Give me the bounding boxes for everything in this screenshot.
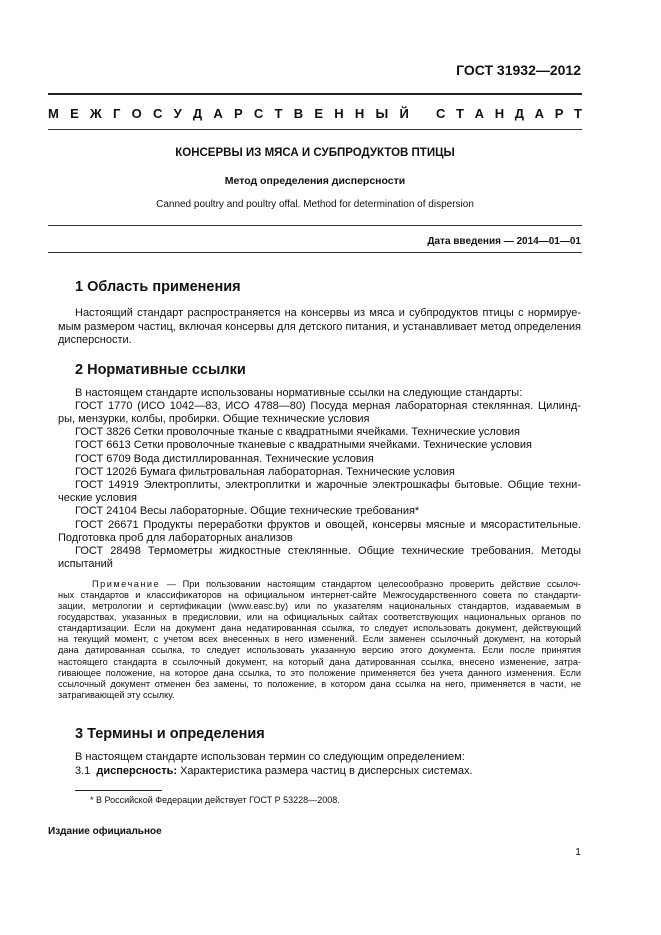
banner-letter: Й [399, 106, 409, 121]
section-3-heading: 3 Термины и определения [75, 726, 265, 742]
banner-letter: А [534, 106, 545, 121]
banner-letter: М [48, 106, 59, 121]
date-rule [48, 252, 582, 253]
banner-letter: Е [314, 106, 324, 121]
note-line: дана датированная ссылка, то следует использовать указанную версию этого документа. Если после принятия [58, 645, 581, 656]
page-number: 1 [575, 846, 581, 858]
reference-line: ГОСТ 3826 Сетки проволочные тканые с квадратными ячейками. Технические условия [75, 426, 520, 438]
reference-line: В настоящем стандарте использованы нормативные ссылки на следующие стандарты: [75, 387, 523, 399]
banner-letter: А [213, 106, 223, 121]
note-line: ных стандартов и классификаторов на официальном интернет-сайте Межгосударственного совета по стандарти- [58, 590, 581, 600]
banner-letter: Т [456, 106, 464, 121]
reference-line: Подготовка проб для лабораторных анализов [58, 532, 293, 544]
term-name: дисперсность: [96, 765, 178, 777]
banner-letter: Т [274, 106, 283, 121]
banner-letter: А [474, 106, 485, 121]
reference-line: испытаний [58, 558, 113, 570]
banner-letter: С [436, 106, 446, 121]
reference-line: ГОСТ 24104 Весы лабораторные. Общие технические требования* [75, 505, 420, 517]
reference-line: ГОСТ 12026 Бумага фильтровальная лабораторная. Технические условия [75, 466, 455, 478]
note-line: затрагивающей эту ссылку. [58, 689, 175, 700]
interstate-word [48, 106, 409, 121]
section-1-line: Настоящий стандарт распространяется на консервы из мяса и субпродуктов птицы с нормируе- [75, 307, 581, 319]
banner-letter: С [253, 106, 264, 121]
banner-letter: Ы [375, 106, 389, 121]
banner-letter: Д [514, 106, 525, 121]
note-line: государствах, указанных в предисловии, или на официальных сайтах соответствующих национальных органов по [58, 612, 581, 623]
banner-letter: Р [554, 106, 564, 121]
edition-label: Издание официальное [48, 826, 162, 837]
english-title: Canned poultry and poultry offal. Method for determination of dispersion [156, 199, 474, 210]
section-2-heading: 2 Нормативные ссылки [75, 362, 246, 378]
note-line: стандартизации. Если на документ дана недатированная ссылка, то следует использовать документ, действующий [58, 623, 581, 634]
term-text: Характеристика размера частиц в дисперсных системах. [180, 765, 473, 777]
header-rule-top [48, 93, 582, 95]
note-first-line [92, 579, 581, 590]
banner-letter: О [131, 106, 142, 121]
interstate-standard-banner [48, 106, 582, 121]
note-line: ссылочный документ отменен без замены, то положение, в котором дана ссылка на него, применяется в части, не [58, 678, 581, 689]
title-rule [48, 225, 582, 226]
banner-letter: Н [334, 106, 344, 121]
banner-letter: Т [574, 106, 582, 121]
note-block [75, 579, 581, 590]
note-line: зации, метрологии и сертификации (www.easc.by) или по указателям национальных стандартов, издаваемым в [58, 601, 581, 612]
banner-letter: Н [354, 106, 365, 121]
introduction-date: Дата введения — 2014—01—01 [427, 236, 581, 247]
note-line: гивающее положение, на которое дана ссылка, то это положение применяется без учета данного изменения. Если [58, 667, 581, 678]
note-body [58, 590, 581, 701]
banner-letter: В [293, 106, 304, 121]
document-number: ГОСТ 31932—2012 [456, 62, 581, 78]
reference-line: ГОСТ 1770 (ИСО 1042—83, ИСО 4788—80) Посуда мерная лабораторная стеклянная. Цилинд- [75, 400, 581, 412]
standard-word [436, 106, 582, 121]
section-1-line: мым размером частиц, включая консервы для детского питания, и устанавливает метод определения [58, 321, 581, 333]
section-1-line: дисперсности. [58, 334, 132, 346]
reference-line: ГОСТ 6709 Вода дистиллированная. Технические условия [75, 453, 374, 465]
section-1-heading: 1 Область применения [75, 279, 241, 295]
document-subtitle: Метод определения дисперсности [224, 175, 406, 187]
banner-letter: Г [112, 106, 121, 121]
header-rule-bottom [48, 129, 582, 130]
reference-line: ГОСТ 28498 Термометры жидкостные стеклянные. Общие технические требования. Методы [75, 545, 581, 557]
footnote-rule [75, 790, 162, 791]
footnote: * В Российской Федерации действует ГОСТ Р 53228—2008. [90, 795, 340, 805]
term-definition [75, 765, 473, 777]
reference-line: ческие условия [58, 492, 137, 504]
note-label: Примечание [92, 579, 161, 589]
reference-line: ГОСТ 26671 Продукты переработки фруктов и овощей, консервы мясные и мясорастительные. [75, 519, 581, 531]
banner-letter: Е [70, 106, 79, 121]
banner-letter: Р [234, 106, 243, 121]
note-text: — При пользовании настоящим стандартом целесообразно проверить действие ссылоч- [160, 579, 581, 589]
term-number: 3.1 [75, 765, 91, 777]
reference-line: ГОСТ 6613 Сетки проволочные тканевые с квадратными ячейками. Технические условия [75, 439, 532, 451]
note-line: на текущий момент, с учетом всех внесенных в него изменений. Если заменен ссылочный документ, на который [58, 634, 581, 645]
banner-letter: С [152, 106, 163, 121]
banner-letter: Н [494, 106, 505, 121]
banner-letter: У [173, 106, 182, 121]
reference-line: ГОСТ 14919 Электроплиты, электроплитки и жарочные электрошкафы бытовые. Общие техни- [75, 479, 581, 491]
banner-letter: Д [192, 106, 203, 121]
section-3-line: В настоящем стандарте использован термин со следующим определением: [75, 751, 465, 763]
reference-line: ры, мензурки, колбы, пробирки. Общие технические условия [58, 413, 370, 425]
document-title: КОНСЕРВЫ ИЗ МЯСА И СУБПРОДУКТОВ ПТИЦЫ [175, 147, 455, 159]
note-line: настоящего стандарта в ссылочный документ, на который дана датированная ссылка, внесено изменение, затра- [58, 656, 581, 667]
banner-letter: Ж [89, 106, 102, 121]
